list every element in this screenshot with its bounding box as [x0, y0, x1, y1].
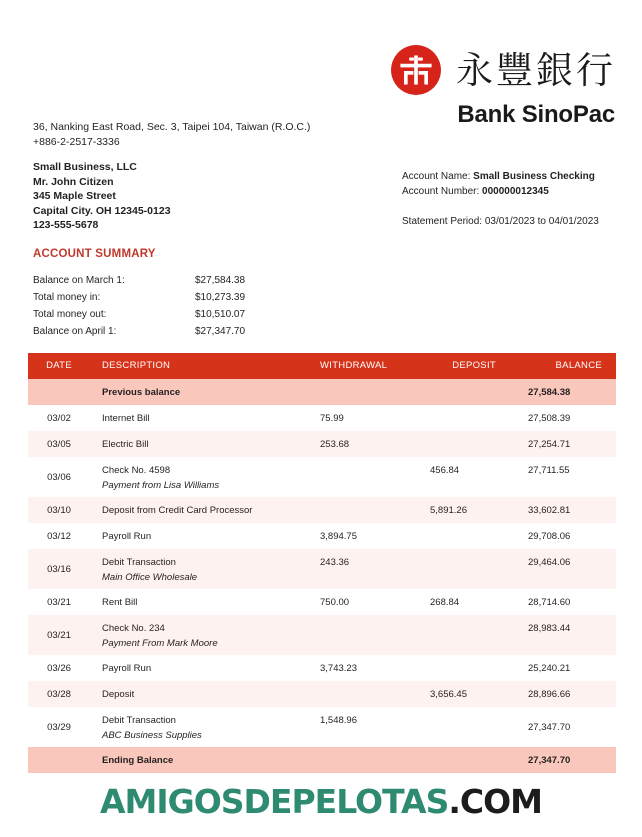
table-row — [28, 497, 616, 523]
transactions-header — [28, 353, 616, 379]
watermark-suffix: .COM — [448, 782, 543, 821]
transaction-description — [90, 497, 312, 523]
transaction-description — [90, 707, 312, 747]
summary-value: $10,510.07 — [195, 309, 246, 320]
table-row — [28, 431, 616, 457]
previous-balance-date — [28, 379, 90, 405]
transaction-description — [90, 523, 312, 549]
transaction-description-main: Check No. 4598 — [102, 465, 171, 476]
summary-row — [33, 289, 245, 306]
ending-balance-deposit — [422, 747, 518, 773]
table-row — [28, 523, 616, 549]
transaction-description-main: Check No. 234 — [102, 623, 165, 634]
transaction-description — [90, 431, 312, 457]
summary-value: $27,347.70 — [195, 326, 246, 337]
bank-address-line: 36, Nanking East Road, Sec. 3, Taipei 104, Taiwan (R.O.C.) — [33, 121, 311, 133]
transaction-description-main: Electric Bill — [102, 438, 149, 450]
transaction-description-sub: Payment From Mark Moore — [102, 638, 218, 649]
transaction-description-main: Deposit — [102, 688, 135, 700]
transaction-date: 03/26 — [28, 655, 90, 681]
summary-value: $27,584.38 — [195, 275, 246, 286]
transaction-date: 03/28 — [28, 681, 90, 707]
transaction-withdrawal — [312, 457, 422, 497]
previous-balance-label: Previous balance — [90, 379, 312, 405]
transaction-date: 03/21 — [28, 615, 90, 655]
table-row — [28, 457, 616, 497]
account-name-label: Account Name: — [402, 171, 471, 182]
transaction-deposit: 5,891.26 — [422, 497, 518, 523]
transaction-date: 03/12 — [28, 523, 90, 549]
transaction-withdrawal: 750.00 — [312, 589, 422, 615]
transaction-balance: 27,254.71 — [518, 431, 616, 457]
watermark — [0, 782, 642, 821]
bank-name-latin: Bank SinoPac — [457, 101, 615, 128]
transaction-description — [90, 549, 312, 589]
column-header-description: DESCRIPTION — [90, 353, 312, 379]
sinopac-logo-icon — [390, 44, 442, 96]
column-header-withdrawal: WITHDRAWAL — [312, 353, 422, 379]
customer-address-block — [33, 160, 171, 233]
transaction-deposit — [422, 523, 518, 549]
statement-period-row — [402, 214, 599, 229]
transaction-description — [90, 655, 312, 681]
account-info-block — [402, 169, 599, 229]
summary-row — [33, 323, 245, 340]
previous-balance-row — [28, 379, 616, 405]
transaction-description-main: Internet Bill — [102, 412, 150, 424]
transaction-description — [90, 405, 312, 431]
account-summary-table — [33, 272, 245, 340]
transaction-withdrawal — [312, 615, 422, 655]
transaction-withdrawal: 3,743.23 — [312, 655, 422, 681]
transactions-body — [28, 379, 616, 773]
customer-name: Mr. John Citizen — [33, 175, 114, 188]
transaction-description — [90, 681, 312, 707]
table-row — [28, 589, 616, 615]
transaction-withdrawal: 243.36 — [312, 549, 422, 589]
ending-balance-withdrawal — [312, 747, 422, 773]
transaction-deposit — [422, 405, 518, 431]
bank-name-cjk: 永豐銀行 — [456, 48, 616, 92]
transaction-deposit: 456.84 — [422, 457, 518, 497]
transaction-balance: 29,464.06 — [518, 549, 616, 589]
watermark-primary: AMIGOSDEPELOTAS — [99, 782, 449, 821]
previous-balance-withdrawal — [312, 379, 422, 405]
column-header-date: DATE — [28, 353, 90, 379]
bank-address — [33, 120, 310, 150]
transaction-description — [90, 615, 312, 655]
summary-label: Total money in: — [33, 292, 101, 303]
transaction-description-sub: ABC Business Supplies — [102, 730, 202, 741]
transaction-description-sub: Main Office Wholesale — [102, 572, 198, 583]
transaction-balance: 27,347.70 — [518, 707, 616, 747]
table-row — [28, 681, 616, 707]
previous-balance-amount: 27,584.38 — [518, 379, 616, 405]
summary-row — [33, 272, 245, 289]
transaction-deposit — [422, 431, 518, 457]
transaction-deposit — [422, 549, 518, 589]
customer-phone: 123-555-5678 — [33, 219, 99, 231]
account-name-row — [402, 169, 599, 184]
customer-city-state-zip: Capital City. OH 12345-0123 — [33, 204, 171, 217]
transaction-description-sub: Payment from Lisa Williams — [102, 480, 220, 491]
column-header-deposit: DEPOSIT — [422, 353, 518, 379]
customer-street: 345 Maple Street — [33, 190, 116, 202]
transaction-deposit — [422, 655, 518, 681]
ending-balance-row — [28, 747, 616, 773]
statement-period-label: Statement Period: — [402, 216, 483, 227]
transaction-description — [90, 589, 312, 615]
table-row — [28, 655, 616, 681]
transaction-balance: 28,714.60 — [518, 589, 616, 615]
summary-label: Balance on March 1: — [33, 275, 125, 286]
transactions-header-row — [28, 353, 616, 379]
transactions-table — [28, 353, 616, 773]
account-summary-body — [33, 272, 245, 340]
transaction-balance: 28,983.44 — [518, 615, 616, 655]
column-header-balance: BALANCE — [518, 353, 616, 379]
transaction-withdrawal: 1,548.96 — [312, 707, 422, 747]
transaction-balance: 29,708.06 — [518, 523, 616, 549]
statement-period-value: 03/01/2023 to 04/01/2023 — [484, 216, 599, 227]
account-summary-title: ACCOUNT SUMMARY — [33, 248, 156, 260]
transaction-description-main: Payroll Run — [102, 530, 152, 542]
transaction-description-main: Deposit from Credit Card Processor — [102, 504, 253, 516]
transaction-date: 03/21 — [28, 589, 90, 615]
table-row — [28, 707, 616, 747]
transaction-date: 03/29 — [28, 707, 90, 747]
table-row — [28, 405, 616, 431]
summary-row — [33, 306, 245, 323]
customer-company: Small Business, LLC — [33, 161, 137, 173]
account-name-value: Small Business Checking — [473, 171, 595, 182]
transaction-withdrawal — [312, 681, 422, 707]
transaction-description-main: Rent Bill — [102, 596, 138, 608]
transaction-withdrawal: 75.99 — [312, 405, 422, 431]
summary-label: Total money out: — [33, 309, 107, 320]
account-number-row — [402, 184, 599, 199]
bank-logo — [390, 44, 616, 129]
account-number-label: Account Number: — [402, 186, 480, 197]
summary-label: Balance on April 1: — [33, 326, 117, 337]
transaction-deposit: 268.84 — [422, 589, 518, 615]
previous-balance-deposit — [422, 379, 518, 405]
table-row — [28, 549, 616, 589]
ending-balance-label: Ending Balance — [90, 747, 312, 773]
summary-value: $10,273.39 — [195, 292, 246, 303]
transaction-deposit: 3,656.45 — [422, 681, 518, 707]
transaction-description-main: Debit Transaction — [102, 715, 176, 726]
transaction-deposit — [422, 615, 518, 655]
transaction-description-main: Payroll Run — [102, 662, 152, 674]
transaction-date: 03/10 — [28, 497, 90, 523]
transaction-balance: 33,602.81 — [518, 497, 616, 523]
ending-balance-amount: 27,347.70 — [518, 747, 616, 773]
transaction-deposit — [422, 707, 518, 747]
transaction-balance: 25,240.21 — [518, 655, 616, 681]
transaction-balance: 28,896.66 — [518, 681, 616, 707]
transaction-date: 03/16 — [28, 549, 90, 589]
transaction-date: 03/05 — [28, 431, 90, 457]
transaction-balance: 27,711.55 — [518, 457, 616, 497]
transaction-balance: 27,508.39 — [518, 405, 616, 431]
transaction-date: 03/02 — [28, 405, 90, 431]
transaction-withdrawal: 253.68 — [312, 431, 422, 457]
transaction-description — [90, 457, 312, 497]
transaction-withdrawal: 3,894.75 — [312, 523, 422, 549]
transaction-date: 03/06 — [28, 457, 90, 497]
transaction-withdrawal — [312, 497, 422, 523]
account-number-value: 000000012345 — [482, 186, 549, 197]
table-row — [28, 615, 616, 655]
ending-balance-date — [28, 747, 90, 773]
bank-phone: +886-2-2517-3336 — [33, 136, 120, 148]
transaction-description-main: Debit Transaction — [102, 557, 176, 568]
